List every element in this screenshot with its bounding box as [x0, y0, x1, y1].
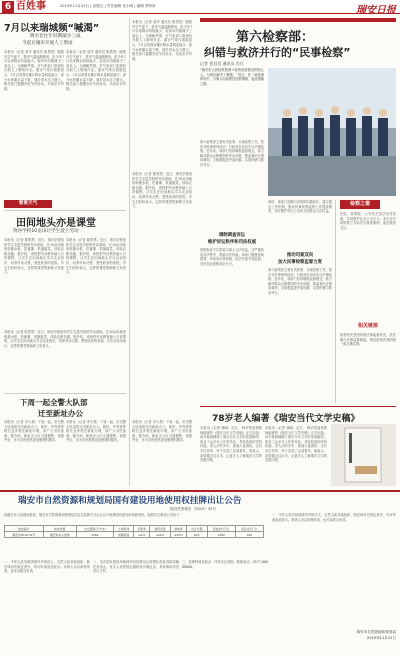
notice-intro: 经瑞安市人民政府批准，瑞安市自然资源和规划局决定以挂牌方式出让以下地块国有建设用地使用权。现将有关事项公告如下：	[4, 513, 183, 517]
notice-body-col3: 三、挂牌时间及地点：详见出让须知。联系电话：0577-88888888。	[182, 560, 268, 569]
table-cell: 瑞安市2019-32号	[5, 532, 44, 538]
table-cell: 260	[235, 532, 263, 538]
headline-move: 下周一起全警大队部	[20, 398, 88, 407]
headline-procurator: 第六检察部：	[236, 30, 315, 45]
side-heading-4: 加大民事检察监督力度	[278, 260, 322, 265]
body-drought-col2: 本报讯（记者 周华 通讯员 陈思思）随着冷空气南下，我市气温逐渐降低，但今年7月以来降水持续偏少，较常年同期减少三成以上。为缓解旱情，市气象部门将择机开展人工增雨作业。据市气象台数据显示，7月以来我市累计降水量明显偏少，部分水库蓄水量下降，城乡供水压力增大。相关部门提醒市民节约用水，共同应对旱情。	[66, 50, 126, 91]
headline-book: 78岁老人编著《瑞安当代文学史稿》	[212, 414, 360, 424]
notice-body-col1: 一、中华人民共和国境内外的法人、自然人和其他组织，除法律另有规定者外，均可申请参加竞买。申请人可以单独申请，也可以联合申请。	[4, 560, 90, 574]
subhead-drought-2: 今起在城市开展人工增雨	[22, 41, 73, 46]
body-book-col1: 本报讯（记者 林晓）近日，78岁的退休教师编著的《瑞安当代文学史稿》正式出版。该书系统梳理了瑞安当代文学的发展脉络，收录了众多本土作家作品，具有较高的史料价值。老人历时多年，查阅大量资料，走访多位作家，终于完成了这部著作。他表示，希望通过这本书，让更多人了解瑞安文学的发展历程。	[200, 426, 262, 463]
body-book-col2: 本报讯（记者 林晓）近日，78岁的退休教师编著的《瑞安当代文学史稿》正式出版。该书系统梳理了瑞安当代文学的发展脉络，收录了众多本土作家作品，具有较高的史料价值。老人历时多年，查阅大量资料，走访多位作家，终于完成了这部著作。他表示，希望通过这本书，让更多人了解瑞安文学的发展历程。	[265, 426, 327, 463]
table-header-cell: 建筑密度	[150, 526, 170, 532]
table-cell: 40年	[187, 532, 207, 538]
side-heading-1: 调制调查诉讼	[218, 233, 246, 238]
procurator-photo	[268, 68, 396, 196]
table-header-cell: 保证金(万元)	[235, 526, 263, 532]
table-header-cell: 土地用途	[113, 526, 133, 532]
subhead-field: 荆谷学校10亩田让学生爱上劳动	[13, 229, 79, 234]
notice-body-col4: 一、中华人民共和国境内外的法人、自然人和其他组织，除法律另有规定者外，均可申请参加竞买。申请人可以单独申请，也可以联合申请。	[272, 513, 396, 522]
table-header-cell: 地块位置	[43, 526, 76, 532]
subhead-move: 迁至新址办公	[38, 409, 83, 418]
table-cell: ≤40%	[150, 532, 170, 538]
sidebar-tag: 检察之窗	[340, 200, 380, 209]
subhead-procurator: 纠错与救济并行的“民事检察”	[204, 46, 351, 59]
table-header-cell: 出让面积(平方米)	[76, 526, 113, 532]
side-heading-2: 维护诉讼秩序和司法权威	[207, 240, 257, 245]
table-header-cell: 起始价(万元)	[207, 526, 235, 532]
notice-date: 2019年11月22日	[366, 636, 396, 640]
book-cover-photo	[331, 424, 396, 486]
subhead-drought-1: 降水比往年同期减少三成	[30, 34, 81, 39]
table-header-cell: 绿地率	[170, 526, 186, 532]
table-cell: 2566	[76, 532, 113, 538]
notice-number: 瑞自然资规告〔2019〕32号	[170, 507, 217, 511]
body-drought-col1: 本报讯（记者 周华 通讯员 陈思思）随着冷空气南下，我市气温逐渐降低，但今年7月以来降水持续偏少，较常年同期减少三成以上。为缓解旱情，市气象部门将择机开展人工增雨作业。据市气象台数据显示，7月以来我市累计降水量明显偏少，部分水库蓄水量下降，城乡供水压力增大。相关部门提醒市民节约用水，共同应对旱情。	[4, 50, 64, 91]
table-cell: 商服用地	[113, 532, 133, 538]
notice-signature: 瑞安市自然资源和规划局	[356, 630, 396, 634]
body-procurator-col1: 第六检察部主要负责民事、行政检察工作，依法对民事审判活动、行政诉讼活动实行法律监督。近年来，该部门坚持精准监督理念，着力解决群众反映强烈的突出问题，既监督纠正错误裁判，又积极促进矛盾化解，实现纠错与救济并行。	[200, 140, 264, 167]
notice-table	[4, 525, 264, 538]
body-field-col2: 本报讯（记者 陈思思）近日，荆谷学校组织学生走进学校的劳动基地，在10亩田地里收割水稻、挖番薯、采摘蔬菜，体验农耕乐趣。据介绍，该校把劳动教育融入日常课程，让学生在田间地头学习农业知识，培养劳动习惯，感受收获的喜悦。学生们纷纷表示，这样的课堂既新鲜又有意义。	[66, 238, 126, 275]
table-cell: ≤2.0	[134, 532, 150, 538]
side-heading-3: 推动司案双向	[286, 253, 314, 258]
headline-notice: 瑞安市自然资源和规划局国有建设用地使用权挂牌出让公告	[18, 496, 242, 506]
body-move-col2: 本报讯（记者 李小燕）下周一起，市交警大队部将迁至新址办公。届时，车驾管等相关业务将在新址办理，请广大市民留意。据介绍，新址办公区交通便利，设施齐全，可为市民提供更加便捷的服务。	[66, 420, 126, 443]
body-procurator-col1b: 虚假诉讼不仅损害当事人合法权益，还严重扰乱司法秩序，损害司法权威。该部门聚焦民间借贷、劳动争议等领域，依法开展专项监督，坚决惩治虚假诉讼行为。	[200, 248, 264, 266]
newspaper-logo: 瑞安日报	[356, 5, 396, 16]
headline-drought: 7月以来瑞城频“喊渴”	[4, 23, 100, 34]
sidebar-footer-tag: 相关链接	[357, 323, 378, 329]
table-header-cell: 容积率	[134, 526, 150, 532]
section-name: 百姓事	[16, 1, 46, 12]
byline-procurator: 记者 裴君君 通讯员 肖旦	[200, 61, 244, 66]
sidebar-footer-body: 检察机关是国家的法律监督机关，依法履行法律监督职能，保证国家法律的统一和正确实施。	[340, 333, 396, 347]
body-procurator-col2b: 第六检察部主要负责民事、行政检察工作，依法对民事审判活动、行政诉讼活动实行法律监督。近年来，该部门坚持精准监督理念，着力解决群众反映强烈的突出问题，既监督纠正错误裁判，又积极促进矛盾化解，实现纠错与救济并行。	[268, 268, 332, 295]
table-header-cell: 地块编号	[5, 526, 44, 532]
table-header-cell: 出让年限	[187, 526, 207, 532]
issue-meta: 2019年11月22日 | 星期五 | 责任编辑 张小明 | 编辑 蔡妍妍	[60, 4, 156, 8]
table-cell: 瑞安市东山街道	[43, 532, 76, 538]
notice-body-col2: 二、本次国有建设用地使用权挂牌出让按照价高者得原则确定竞得人。竞买人应按规定缴纳竞买保证金，具体事项详见出让文件。	[93, 560, 179, 574]
body-move-col1: 本报讯（记者 李小燕）下周一起，市交警大队部将迁至新址办公。届时，车驾管等相关业务将在新址办理，请广大市民留意。据介绍，新址办公区交通便利，设施齐全，可为市民提供更加便捷的服务。	[4, 420, 64, 443]
body-move-col3: 本报讯（记者 李小燕）下周一起，市交警大队部将迁至新址办公。届时，车驾管等相关业务将在新址办理，请广大市民留意。据介绍，新址办公区交通便利，设施齐全，可为市民提供更加便捷的服务。	[132, 420, 192, 443]
body-field-col3: 本报讯（记者 陈思思）近日，荆谷学校组织学生走进学校的劳动基地，在10亩田地里收割水稻、挖番薯、采摘蔬菜，体验农耕乐趣。据介绍，该校把劳动教育融入日常课程，让学生在田间地头学习农业知识，培养劳动习惯，感受收获的喜悦。学生们纷纷表示，这样的课堂既新鲜又有意义。	[132, 172, 192, 209]
table-cell: 1280	[207, 532, 235, 538]
headline-field: 田间地头亦是课堂	[16, 218, 96, 229]
body-field-col1: 本报讯（记者 陈思思）近日，荆谷学校组织学生走进学校的劳动基地，在10亩田地里收割水稻、挖番薯、采摘蔬菜，体验农耕乐趣。据介绍，该校把劳动教育融入日常课程，让学生在田间地头学习农业知识，培养劳动习惯，感受收获的喜悦。学生们纷纷表示，这样的课堂既新鲜又有意义。	[4, 238, 64, 275]
sidebar-body: 法院、检察院、公安机关依法各司其职，共同维护社会公平正义。本栏目介绍检察工作动态与典型案例，欢迎读者关注。	[340, 212, 396, 230]
body-field-cont: 本报讯（记者 陈思思）近日，荆谷学校组织学生走进学校的劳动基地，在10亩田地里收割水稻、挖番薯、采摘蔬菜，体验农耕乐趣。据介绍，该校把劳动教育融入日常课程，让学生在田间地头学习农业知识，培养劳动习惯，感受收获的喜悦。学生们纷纷表示，这样的课堂既新鲜又有意义。	[4, 330, 126, 348]
lead-procurator: “瑞安市人民检察院第六检察部是我们的贴心人，为我们解决了难题。”近日，在一起民事纠纷中，当事人向检察官送来锦旗，表达感谢之情。	[200, 68, 264, 86]
section-number: 6	[2, 1, 14, 13]
table-row	[5, 532, 264, 538]
body-procurator-col2: 同时，该部门加强与法院的沟通协作，建立健全工作机制，推动民事检察监督工作提质增效，切实维护司法公正和人民群众合法权益。	[268, 200, 332, 214]
table-cell: ≥20%	[170, 532, 186, 538]
weather-tag: 看看天气	[4, 200, 52, 208]
body-drought-col3: 本报讯（记者 周华 通讯员 陈思思）随着冷空气南下，我市气温逐渐降低，但今年7月以来降水持续偏少，较常年同期减少三成以上。为缓解旱情，市气象部门将择机开展人工增雨作业。据市气象台数据显示，7月以来我市累计降水量明显偏少，部分水库蓄水量下降，城乡供水压力增大。相关部门提醒市民节约用水，共同应对旱情。	[132, 20, 192, 61]
